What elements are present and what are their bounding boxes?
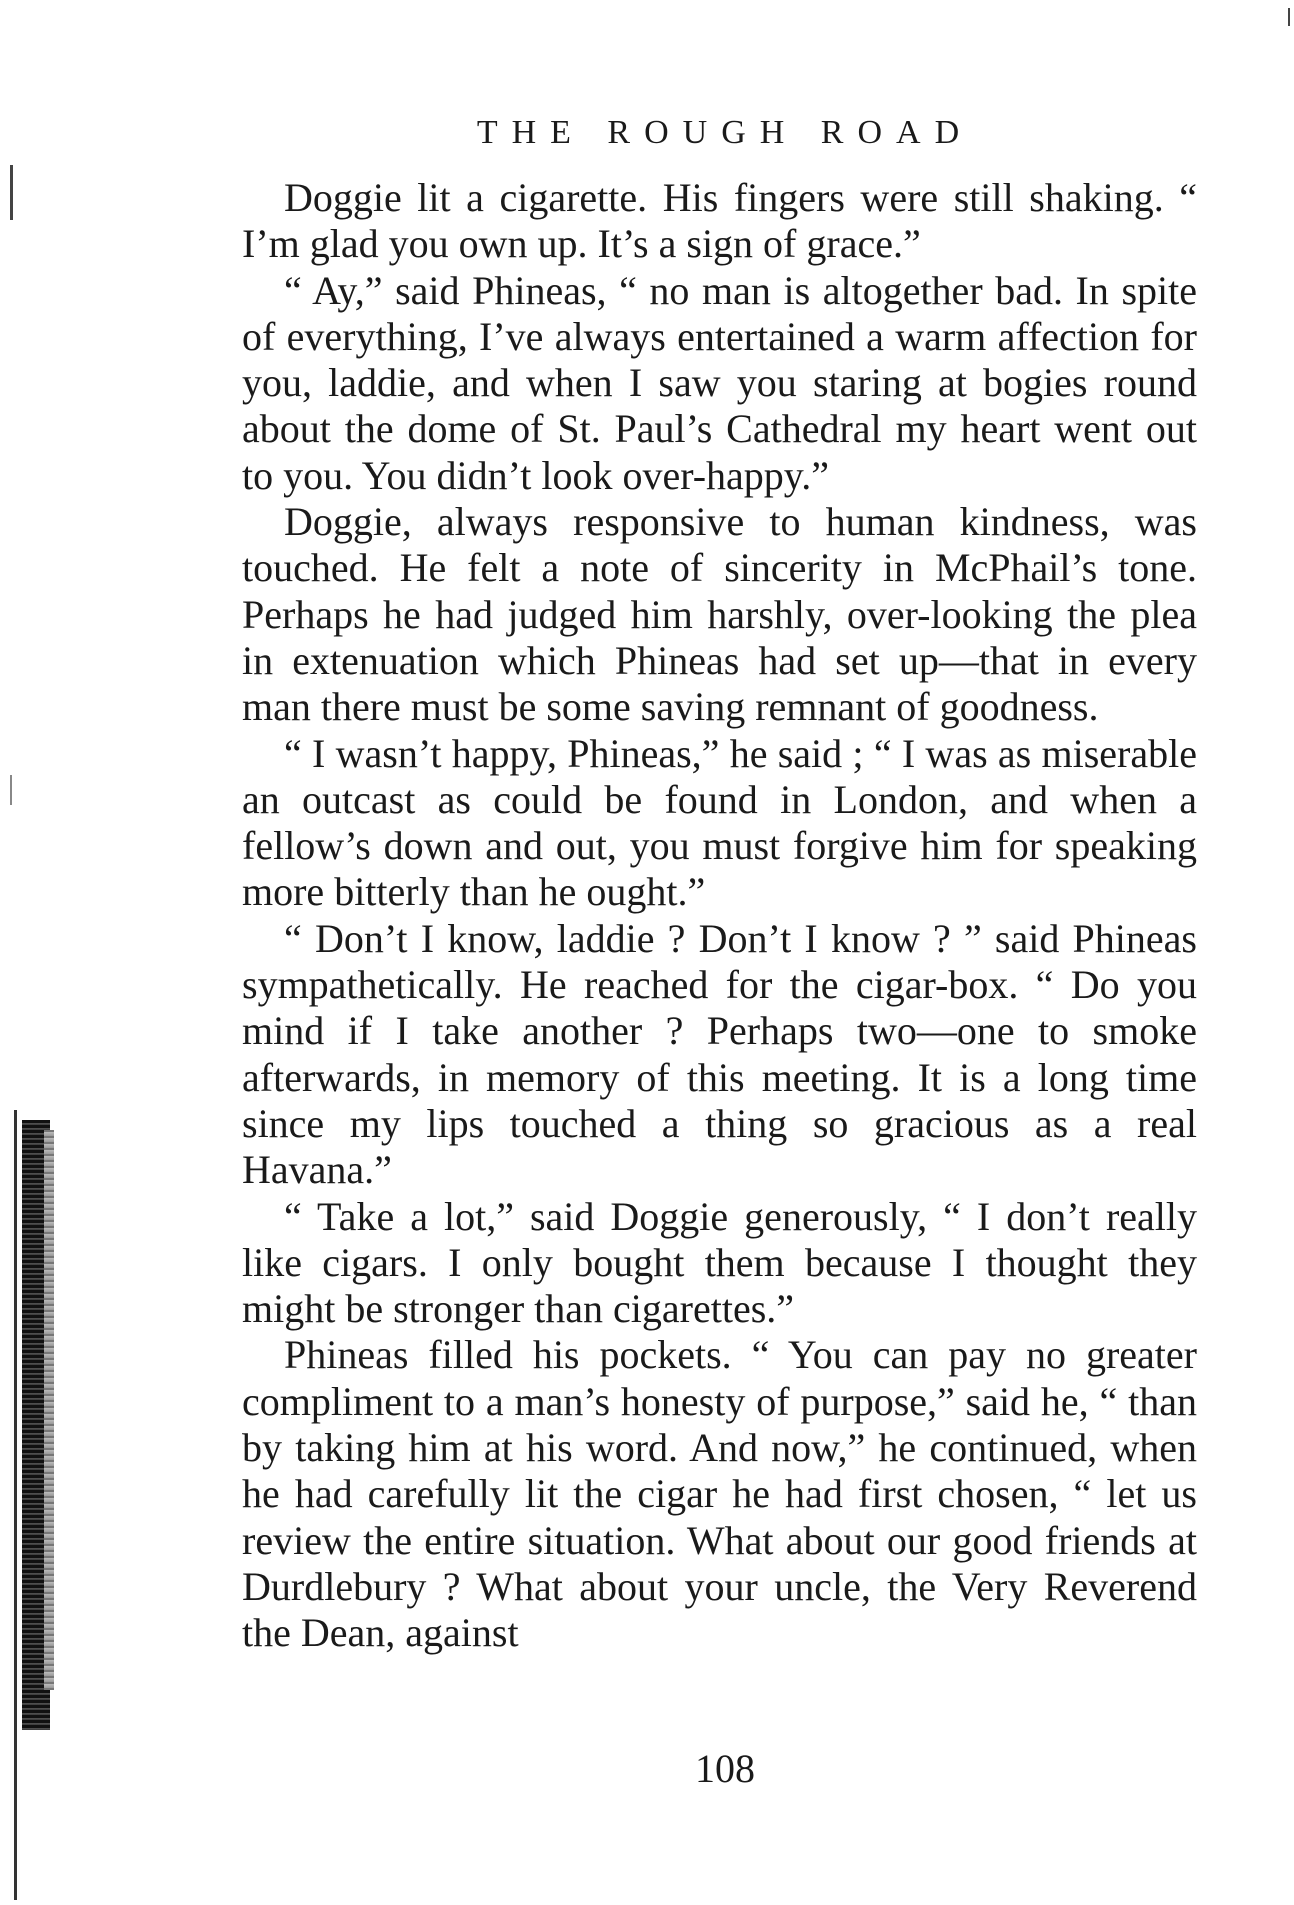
scan-artifact-middle bbox=[10, 775, 12, 805]
paragraph-6: “ Take a lot,” said Doggie generously, “ I don’t really like cigars. I only bought them because I thought they might be stronger than cigarettes.” bbox=[242, 1193, 1197, 1332]
scan-artifact-corner bbox=[1288, 8, 1290, 26]
paragraph-1: Doggie lit a cigarette. His fingers were still shaking. “ I’m glad you own up. It’s a sign of grace.” bbox=[242, 175, 1197, 267]
paragraph-3: Doggie, always responsive to human kindness, was touched. He felt a note of sincerity in McPhail’s tone. Perhaps he had judged him harshly, over-looking the plea in extenuation which Phineas had set up—that in every man there must be some saving remnant of goodness. bbox=[242, 499, 1197, 730]
paragraph-2: “ Ay,” said Phineas, “ no man is altogether bad. In spite of everything, I’ve always entertained a warm affection for you, laddie, and when I saw you staring at bogies round about the dome of St. Paul’s Cathedral my heart went out to you. You didn’t look over-happy.” bbox=[242, 267, 1197, 498]
scan-artifact-top bbox=[10, 165, 13, 220]
body-text bbox=[242, 175, 1197, 1657]
paragraph-4: “ I wasn’t happy, Phineas,” he said ; “ I was as miserable an outcast as could be found in London, and when a fellow’s down and out, you must forgive him for speaking more bitterly than he ought.” bbox=[242, 730, 1197, 915]
scan-artifact-binding-shadow bbox=[44, 1130, 54, 1690]
page-number: 108 bbox=[695, 1746, 755, 1791]
scan-artifact-edge-line bbox=[14, 1110, 17, 1900]
paragraph-7: Phineas filled his pockets. “ You can pay no greater compliment to a man’s honesty of purpose,” said he, “ than by taking him at his word. And now,” he continued, when he had carefully lit the cigar he had first chosen, “ let us review the entire situation. What about our good friends at Durdlebury ? What about your uncle, the Very Reverend the Dean, against bbox=[242, 1332, 1197, 1656]
running-head: THE ROUGH ROAD bbox=[476, 114, 974, 151]
paragraph-5: “ Don’t I know, laddie ? Don’t I know ? ” said Phineas sympathetically. He reached for the cigar-box. “ Do you mind if I take another ? Perhaps two—one to smoke afterwards, in memory of this meeting. It is a long time since my lips touched a thing so gracious as a real Havana.” bbox=[242, 915, 1197, 1193]
